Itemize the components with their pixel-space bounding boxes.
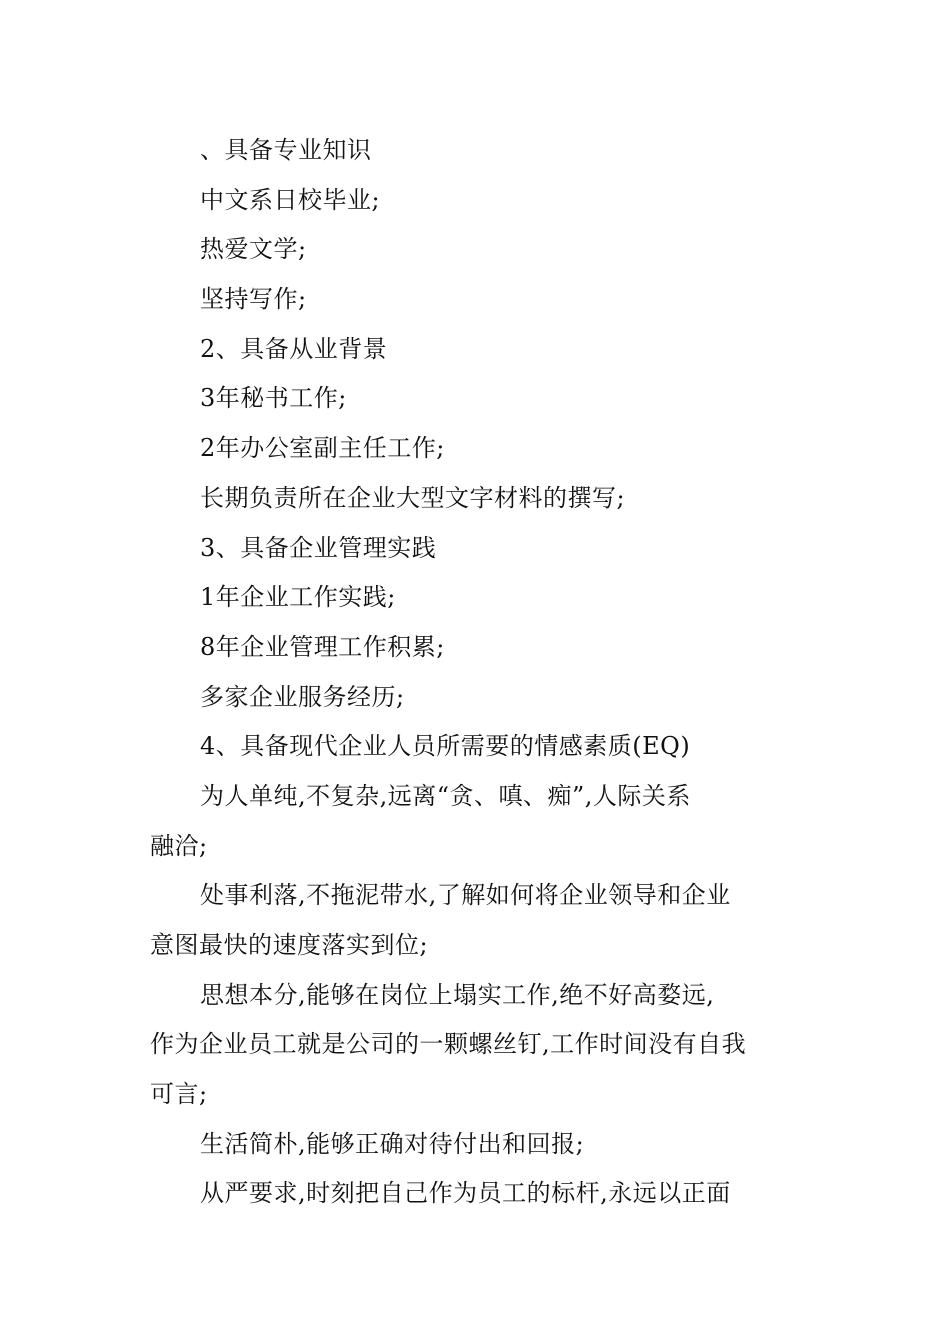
text-line: 1年企业工作实践; — [200, 583, 396, 612]
document-body — [150, 126, 790, 1219]
text-line: 意图最快的速度落实到位; — [150, 931, 429, 959]
text-line: 2、具备从业背景 — [200, 334, 388, 363]
text-line: 可言; — [150, 1080, 208, 1109]
text-line: 3、具备企业管理实践 — [200, 533, 437, 562]
text-line: 作为企业员工就是公司的一颗螺丝钉,工作时间没有自我 — [150, 1030, 747, 1059]
text-line: 长期负责所在企业大型文字材料的撰写; — [200, 483, 626, 512]
text-line: 坚持写作; — [200, 285, 307, 314]
text-line: 中文系日校毕业; — [200, 185, 381, 214]
text-line: 热爱文学; — [200, 235, 307, 264]
text-line: 为人单纯,不复杂,远离“贪、嗔、痴”,人际关系 — [200, 781, 691, 810]
text-line: 8年企业管理工作积累; — [200, 632, 445, 661]
text-line: 4、具备现代企业人员所需要的情感素质(EQ) — [200, 732, 691, 761]
text-line: 从严要求,时刻把自己作为员工的标杆,永远以正面 — [200, 1179, 731, 1208]
text-line: 2年办公室副主任工作; — [200, 434, 445, 463]
text-line: 3年秘书工作; — [200, 384, 347, 413]
text-line: 融洽; — [150, 831, 208, 860]
text-line: 多家企业服务经历; — [200, 682, 405, 711]
text-line: 生活简朴,能够正确对待付出和回报; — [200, 1129, 585, 1158]
text-line: 思想本分,能够在岗位上塌实工作,绝不好高婺远, — [200, 980, 715, 1009]
text-line: 、具备专业知识 — [200, 136, 372, 164]
text-line: 处事利落,不拖泥带水,了解如何将企业领导和企业 — [200, 881, 731, 910]
